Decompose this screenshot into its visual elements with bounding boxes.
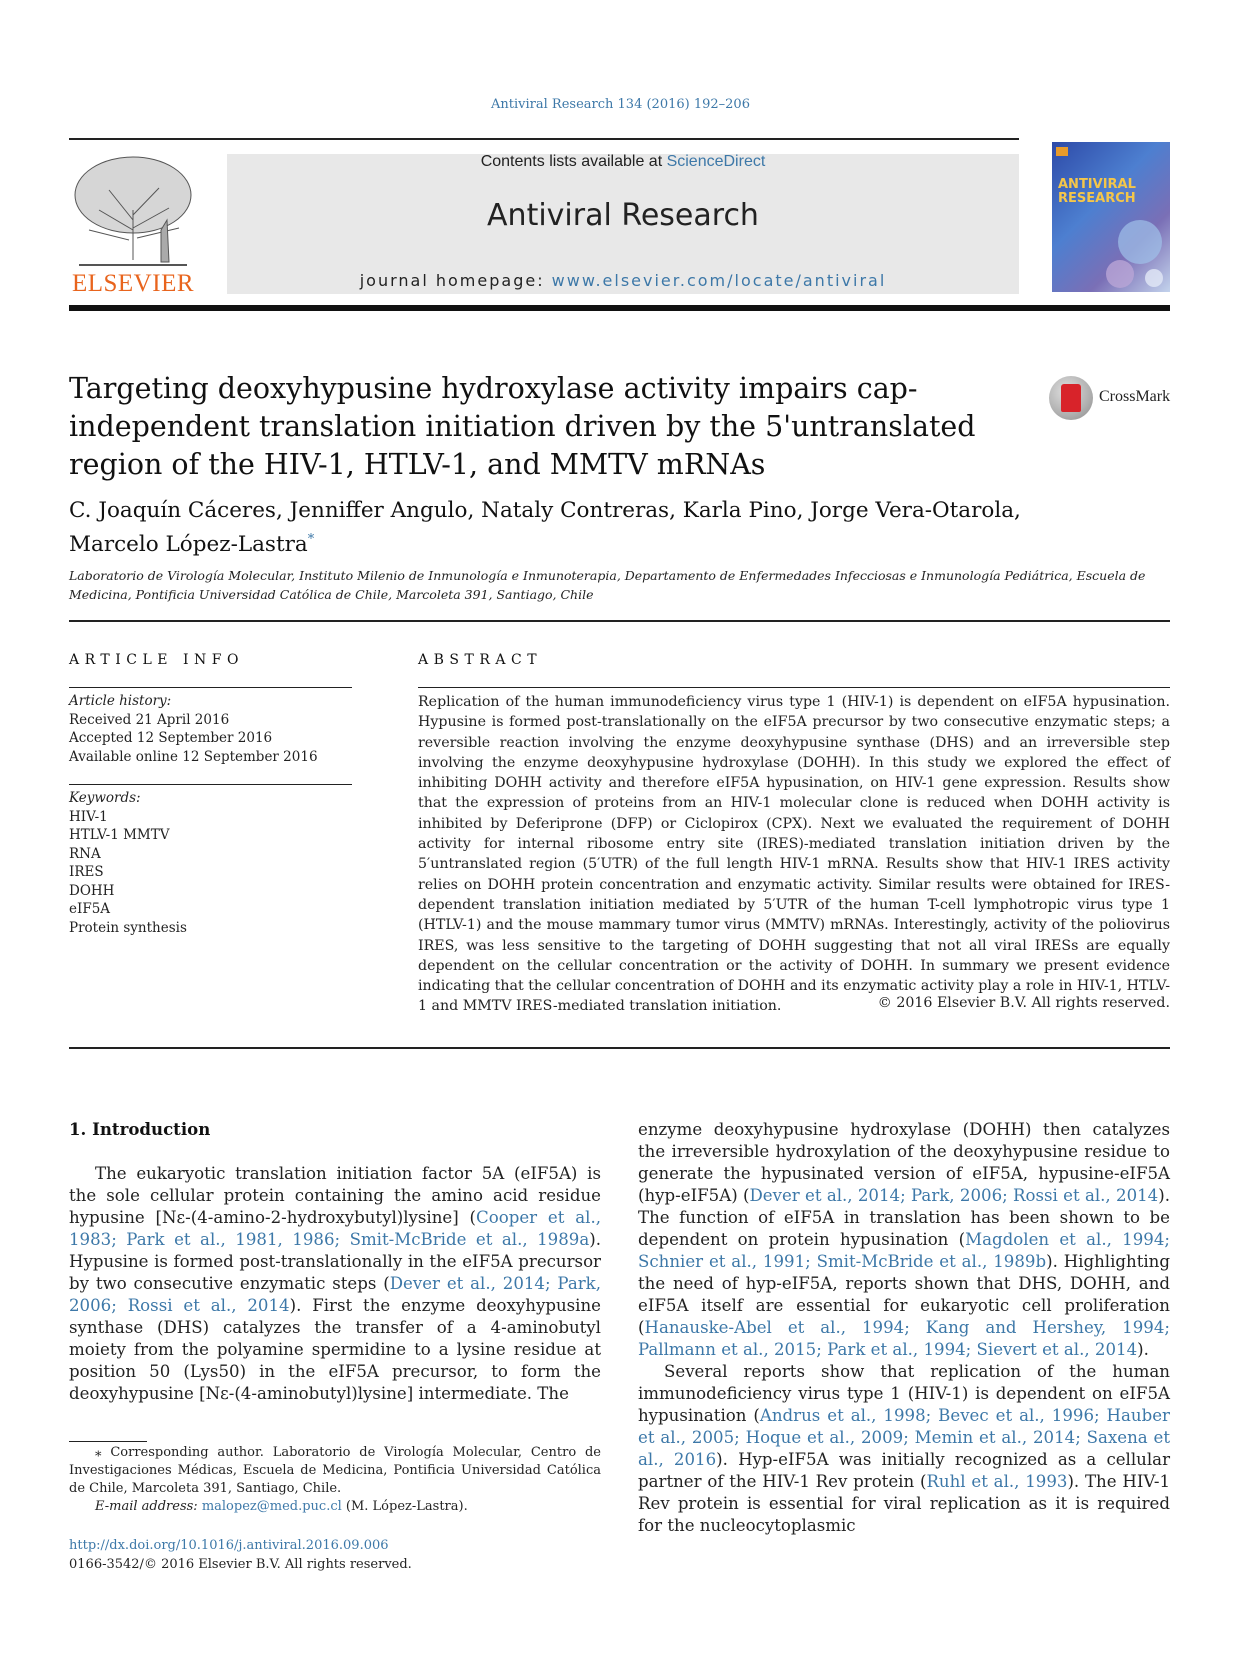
journal-title: Antiviral Research bbox=[487, 198, 759, 233]
contents-line bbox=[227, 153, 1019, 171]
corresponding-author-footnote bbox=[69, 1444, 601, 1516]
footnote-text bbox=[69, 1444, 601, 1498]
citation-link[interactable]: Cooper et al., 1983; Park et al., 1981, 1986; Smit-McBride et al., 1989a bbox=[69, 1208, 601, 1249]
text: ). The HIV-1 Rev protein is essential for viral replication as it is required for the nucleocytoplasmic bbox=[638, 1472, 1171, 1535]
crossmark-button[interactable] bbox=[1049, 376, 1174, 424]
text: ). Hypusine is formed post-translationally in the eIF5A precursor by two consecutive enzymatic steps ( bbox=[69, 1230, 601, 1293]
introduction-heading: 1. Introduction bbox=[69, 1119, 211, 1139]
email-owner: (M. López-Lastra). bbox=[341, 1499, 468, 1514]
homepage-link[interactable]: www.elsevier.com/locate/antiviral bbox=[551, 271, 887, 290]
citation-link[interactable]: Ruhl et al., 1993 bbox=[926, 1472, 1068, 1491]
abstract-copyright: © 2016 Elsevier B.V. All rights reserved. bbox=[877, 995, 1170, 1011]
cover-virus-art bbox=[1092, 212, 1170, 292]
paragraph bbox=[69, 1163, 601, 1405]
article-history bbox=[69, 692, 352, 766]
text: Several reports show that replication of the human immunodeficiency virus type 1 (HIV-1) is dependent on eIF5A hypusination ( bbox=[638, 1362, 1170, 1425]
keywords bbox=[69, 789, 352, 937]
citation-link[interactable]: Hanauske-Abel et al., 1994; Kang and Hershey, 1994; Pallmann et al., 2015; Park et al., 1994; Sievert et al., 2014 bbox=[638, 1318, 1170, 1359]
keyword-item: HIV-1 bbox=[69, 808, 108, 825]
doi-link[interactable]: http://dx.doi.org/10.1016/j.antiviral.2016.09.006 bbox=[69, 1538, 389, 1553]
journal-homepage-line bbox=[227, 271, 1019, 290]
cover-tag bbox=[1056, 147, 1068, 156]
contents-prefix: Contents lists available at bbox=[480, 153, 667, 170]
keyword-item: eIF5A bbox=[69, 901, 111, 917]
text: The eukaryotic translation initiation factor 5A (eIF5A) is the sole cellular protein containing the amino acid residue hypusine [Nε-(4-amino-2-hydroxybutyl)lysine] ( bbox=[69, 1164, 601, 1227]
article-title: Targeting deoxyhypusine hydroxylase activity impairs cap-independent translation initiation driven by the 5'untranslated region of the HIV-1, HTLV-1, and MMTV mRNAs bbox=[69, 372, 976, 481]
elsevier-wordmark: ELSEVIER bbox=[71, 270, 195, 297]
journal-cover-image bbox=[1052, 142, 1170, 292]
abstract-text: Replication of the human immunodeficiency virus type 1 (HIV-1) is dependent on eIF5A hypusination. Hypusine is formed post-translationally on the eIF5A precursor by two consecutive enzymatic steps; a reversible reaction involving the enzyme deoxyhypusine synthase (DHS) and an irreversible step involving the enzyme deoxyhypusine hydroxylase (DOHH). In this study we explored the effect of inhibiting DOHH activity and therefore eIF5A hypusination, on HIV-1 gene expression. Results show that the expression of proteins from an HIV-1 molecular clone is reduced when DOHH activity is inhibited by Deferiprone (DFP) or Ciclopirox (CPX). Next we evaluated the requirement of DOHH activity for internal ribosome entry site (IRES)-mediated translation initiation driven by the 5′untranslated region (5′UTR) of the full length HIV-1 mRNA. Results show that HIV-1 IRES activity relies on DOHH protein concentration and enzymatic activity. Similar results were obtained for IRES-dependent translation initiation mediated by 5′UTR of the human T-cell lymphotropic virus type 1 (HTLV-1) and the mouse mammary tumor virus (MMTV) mRNAs. Interestingly, activity of the poliovirus IRES, was less sensitive to the targeting of DOHH suggesting that not all viral IRESs are equally dependent on the cellular concentration or the activity of DOHH. In summary we present evidence indicating that the cellular concentration of DOHH and its enzymatic activity play a role in HIV-1, HTLV-1 and MMTV IRES-mediated translation initiation. bbox=[418, 694, 1170, 1015]
article-info-heading: ARTICLE INFO bbox=[69, 652, 244, 668]
citation-link[interactable]: Dever et al., 2014; Park, 2006; Rossi et al., 2014 bbox=[69, 1274, 602, 1315]
crossmark-label: CrossMark bbox=[1099, 388, 1171, 405]
footnote-star: ⁎ bbox=[95, 1445, 102, 1460]
text: ). Highlighting the need of hyp-eIF5A, reports shown that DHS, DOHH, and eIF5A itself are essential for eukaryotic cell proliferation ( bbox=[638, 1252, 1170, 1337]
affiliation: Laboratorio de Virología Molecular, Instituto Milenio de Inmunología e Inmunoterapia, Departamento de Enfermedades Infecciosas e Inmunología Pediátrica, Escuela de Medicina, Pontificia Universidad Católica de Chile, Marcoleta 391, Santiago, Chile bbox=[69, 568, 1146, 602]
text: enzyme deoxyhypusine hydroxylase (DOHH) then catalyzes the irreversible hydroxylation of the deoxyhypusine residue to generate the hypusinated version of eIF5A, hypusine-eIF5A (hyp-eIF5A) ( bbox=[638, 1120, 1170, 1205]
sciencedirect-link[interactable]: ScienceDirect bbox=[666, 153, 766, 170]
author-list bbox=[69, 496, 1069, 559]
journal-reference-link[interactable]: Antiviral Research 134 (2016) 192–206 bbox=[491, 97, 750, 112]
citation-link[interactable]: Dever et al., 2014; Park, 2006; Rossi et al., 2014 bbox=[749, 1186, 1159, 1205]
keyword-item: DOHH bbox=[69, 882, 115, 899]
citation-link[interactable]: Andrus et al., 1998; Bevec et al., 1996; Hauber et al., 2005; Hoque et al., 2009; Memin et al., 2014; Saxena et al., 2016 bbox=[638, 1406, 1170, 1469]
authors-text: C. Joaquín Cáceres, Jenniffer Angulo, Nataly Contreras, Karla Pino, Jorge Vera-Otarola, Marcelo López-Lastra bbox=[69, 498, 1021, 558]
text: ). bbox=[1137, 1340, 1149, 1359]
cover-title: ANTIVIRAL RESEARCH bbox=[1058, 177, 1136, 206]
section-rule bbox=[69, 1047, 1170, 1049]
paragraph bbox=[638, 1361, 1170, 1537]
history-received: Received 21 April 2016 bbox=[69, 711, 230, 728]
info-rule bbox=[69, 687, 352, 688]
keyword-item: Protein synthesis bbox=[69, 919, 187, 936]
citation-link[interactable]: Magdolen et al., 1994; Schnier et al., 1991; Smit-McBride et al., 1989b bbox=[638, 1230, 1170, 1271]
body-right-column bbox=[638, 1119, 1170, 1537]
email-label: E-mail address: bbox=[95, 1499, 202, 1514]
keyword-item: HTLV-1 MMTV bbox=[69, 827, 170, 843]
info-rule bbox=[69, 784, 352, 785]
body-left-column bbox=[69, 1163, 601, 1405]
keywords-label: Keywords: bbox=[69, 790, 141, 806]
text: ). Hyp-eIF5A was initially recognized as a cellular partner of the HIV-1 Rev protein ( bbox=[638, 1450, 1170, 1491]
abstract-heading: ABSTRACT bbox=[418, 652, 543, 668]
crossmark-bookmark-icon bbox=[1061, 384, 1081, 412]
footnote-body: Corresponding author. Laboratorio de Virología Molecular, Centro de Investigaciones Médicas, Escuela de Medicina, Pontificia Universidad Católica de Chile, Marcoleta 391, Santiago, Chile. bbox=[69, 1445, 601, 1496]
email-line bbox=[69, 1498, 601, 1516]
history-accepted: Accepted 12 September 2016 bbox=[69, 730, 273, 746]
email-link[interactable]: malopez@med.puc.cl bbox=[201, 1499, 342, 1514]
header-top-rule bbox=[69, 138, 1019, 140]
crossmark-icon bbox=[1049, 376, 1093, 420]
abstract-rule bbox=[418, 687, 1170, 688]
text: ). The function of eIF5A in translation has been shown to be dependent on protein hypusination ( bbox=[638, 1186, 1170, 1249]
header-thick-rule bbox=[69, 305, 1170, 311]
homepage-prefix: journal homepage: bbox=[359, 271, 552, 290]
text: ). First the enzyme deoxyhypusine synthase (DHS) catalyzes the transfer of a 4-aminobutyl moiety from the polyamine spermidine to a lysine residue at position 50 (Lys50) in the eIF5A precursor, to form the deoxyhypusine [Nε-(4-aminobutyl)lysine] intermediate. The bbox=[69, 1296, 601, 1403]
footnote-rule bbox=[69, 1441, 147, 1442]
issn-copyright: 0166-3542/© 2016 Elsevier B.V. All rights reserved. bbox=[69, 1557, 412, 1572]
corresponding-author-mark[interactable]: * bbox=[307, 532, 315, 547]
history-label: Article history: bbox=[69, 693, 172, 709]
history-online: Available online 12 September 2016 bbox=[69, 748, 318, 765]
keyword-item: RNA bbox=[69, 845, 101, 862]
keyword-item: IRES bbox=[69, 864, 104, 880]
paragraph bbox=[638, 1119, 1170, 1361]
section-rule bbox=[69, 620, 1170, 622]
